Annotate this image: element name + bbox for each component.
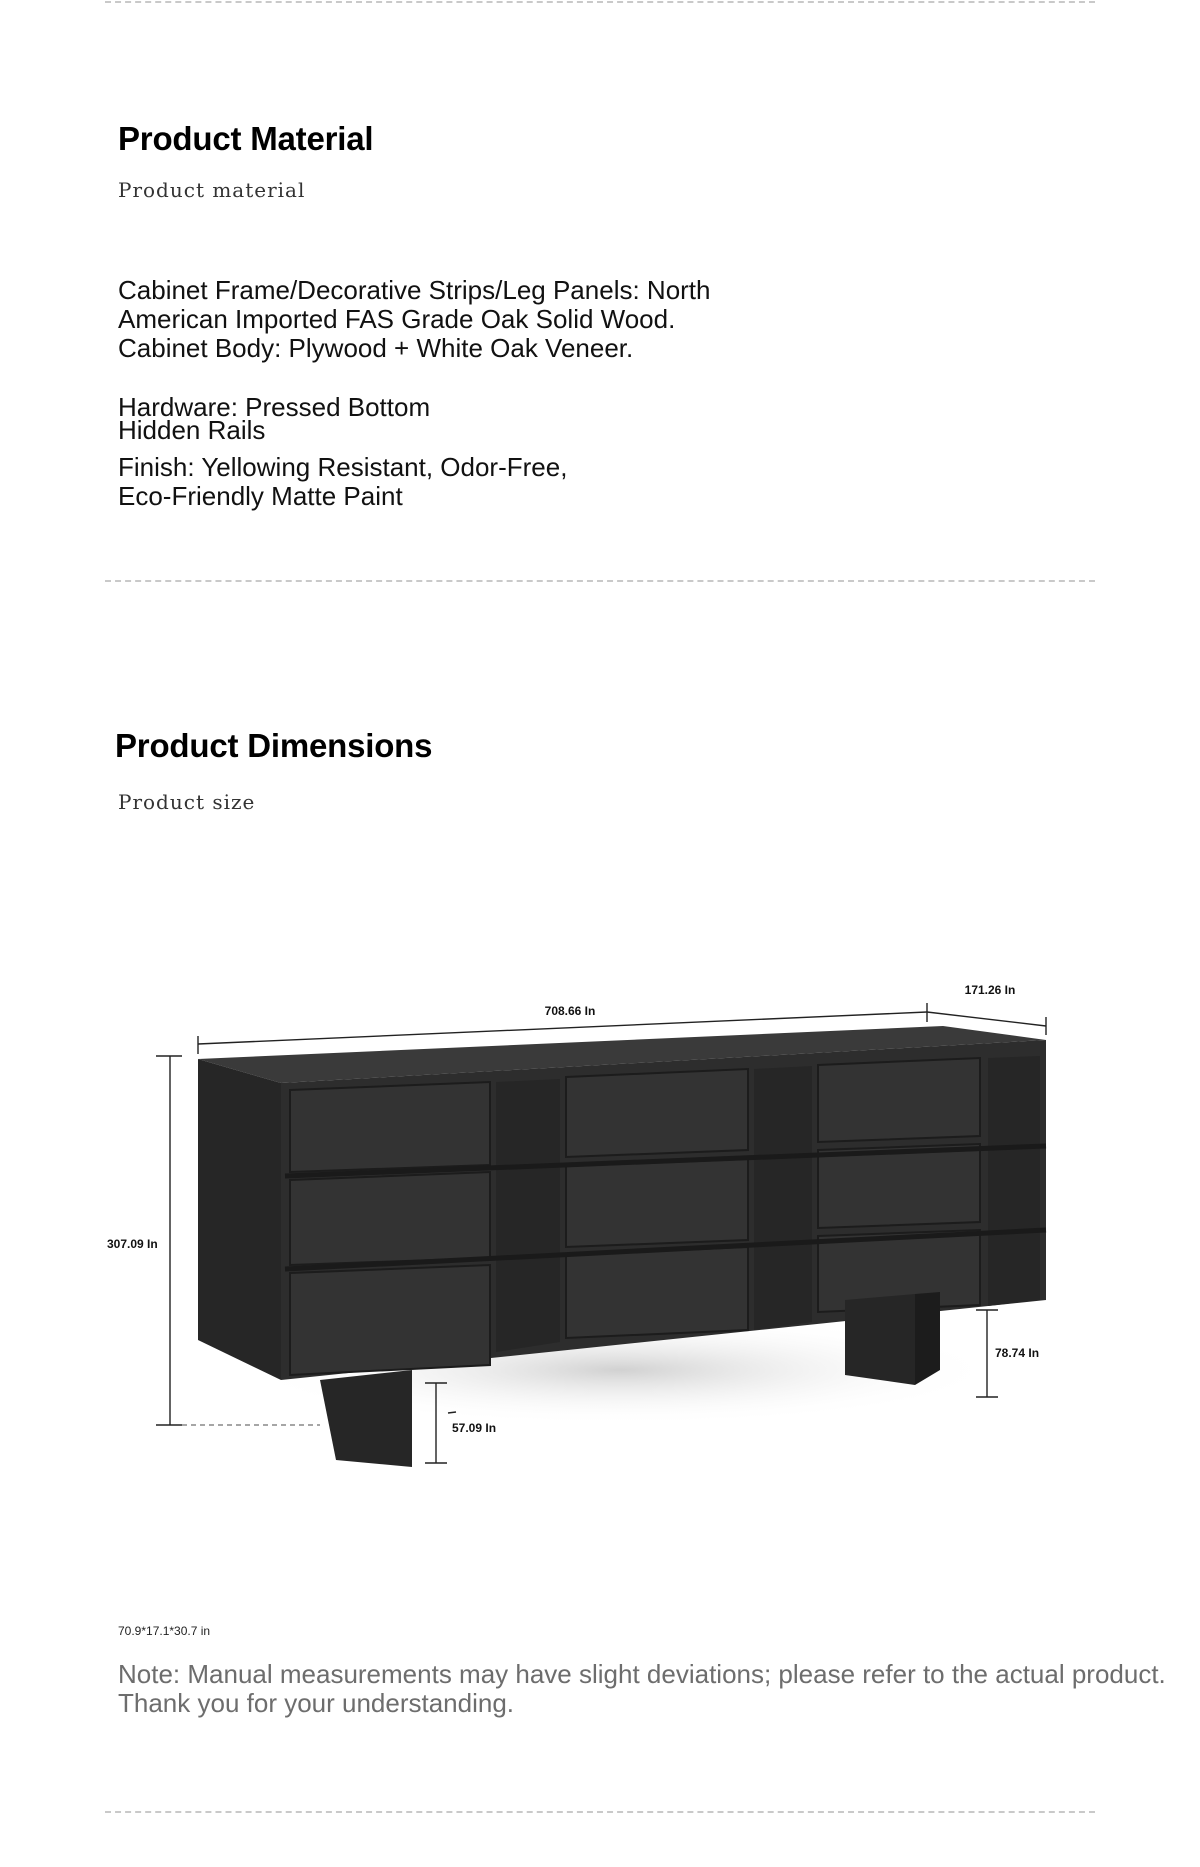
- cabinet-leg-left: [320, 1370, 412, 1467]
- leg-height-label: 78.74 In: [995, 1346, 1040, 1360]
- material-line: Hidden Rails: [118, 415, 266, 445]
- material-title: Product Material: [118, 120, 374, 157]
- measurement-note: [118, 1660, 1166, 1718]
- height-label: 307.09 In: [107, 1237, 158, 1251]
- depth-dimension-line: [927, 1012, 1046, 1026]
- note-line: Thank you for your understanding.: [118, 1688, 515, 1718]
- material-line: Cabinet Body: Plywood + White Oak Veneer.: [118, 333, 634, 363]
- material-cabinet-text: [118, 276, 711, 363]
- cabinet-side: [198, 1059, 281, 1380]
- sideboard-dimension-figure: [100, 960, 1080, 1560]
- drawer-panel: [290, 1172, 490, 1265]
- drawer-panel: [290, 1265, 490, 1375]
- note-line: Note: Manual measurements may have slight deviations; please refer to the actual product.: [118, 1659, 1166, 1689]
- strip-panel: [988, 1056, 1040, 1306]
- dimensions-subtitle: Product size: [118, 790, 256, 814]
- drawer-panel: [818, 1058, 980, 1142]
- depth-label: 171.26 In: [964, 983, 1016, 997]
- material-line: Cabinet Frame/Decorative Strips/Leg Panels: North: [118, 275, 711, 305]
- material-line: Finish: Yellowing Resistant, Odor-Free,: [118, 452, 568, 482]
- drawer-panel: [566, 1247, 748, 1338]
- cabinet-leg-right-side: [915, 1292, 940, 1385]
- width-label: 708.66 In: [544, 1004, 596, 1018]
- material-subtitle: Product material: [118, 178, 306, 202]
- drawer-panel: [566, 1069, 748, 1157]
- material-finish-text: [118, 453, 567, 511]
- section-divider-middle: [105, 580, 1095, 582]
- material-line: Hardware: Pressed Bottom: [118, 392, 431, 422]
- drawer-panel: [566, 1157, 748, 1247]
- dimensions-title: Product Dimensions: [115, 727, 433, 764]
- drawer-panel: [818, 1144, 980, 1228]
- material-hardware-text: [118, 392, 431, 445]
- section-divider-top: [105, 1, 1095, 3]
- leg-width-marker: [448, 1412, 456, 1413]
- drawer-panel: [290, 1082, 490, 1172]
- material-line: Eco-Friendly Matte Paint: [118, 481, 403, 511]
- material-line: American Imported FAS Grade Oak Solid Wood.: [118, 304, 676, 334]
- section-divider-bottom: [105, 1811, 1095, 1813]
- cabinet-leg-right: [845, 1294, 915, 1385]
- strip-panel: [754, 1066, 812, 1330]
- size-code: 70.9*17.1*30.7 in: [118, 1624, 211, 1638]
- strip-panel: [496, 1079, 560, 1352]
- leg-width-label: 57.09 In: [452, 1421, 497, 1435]
